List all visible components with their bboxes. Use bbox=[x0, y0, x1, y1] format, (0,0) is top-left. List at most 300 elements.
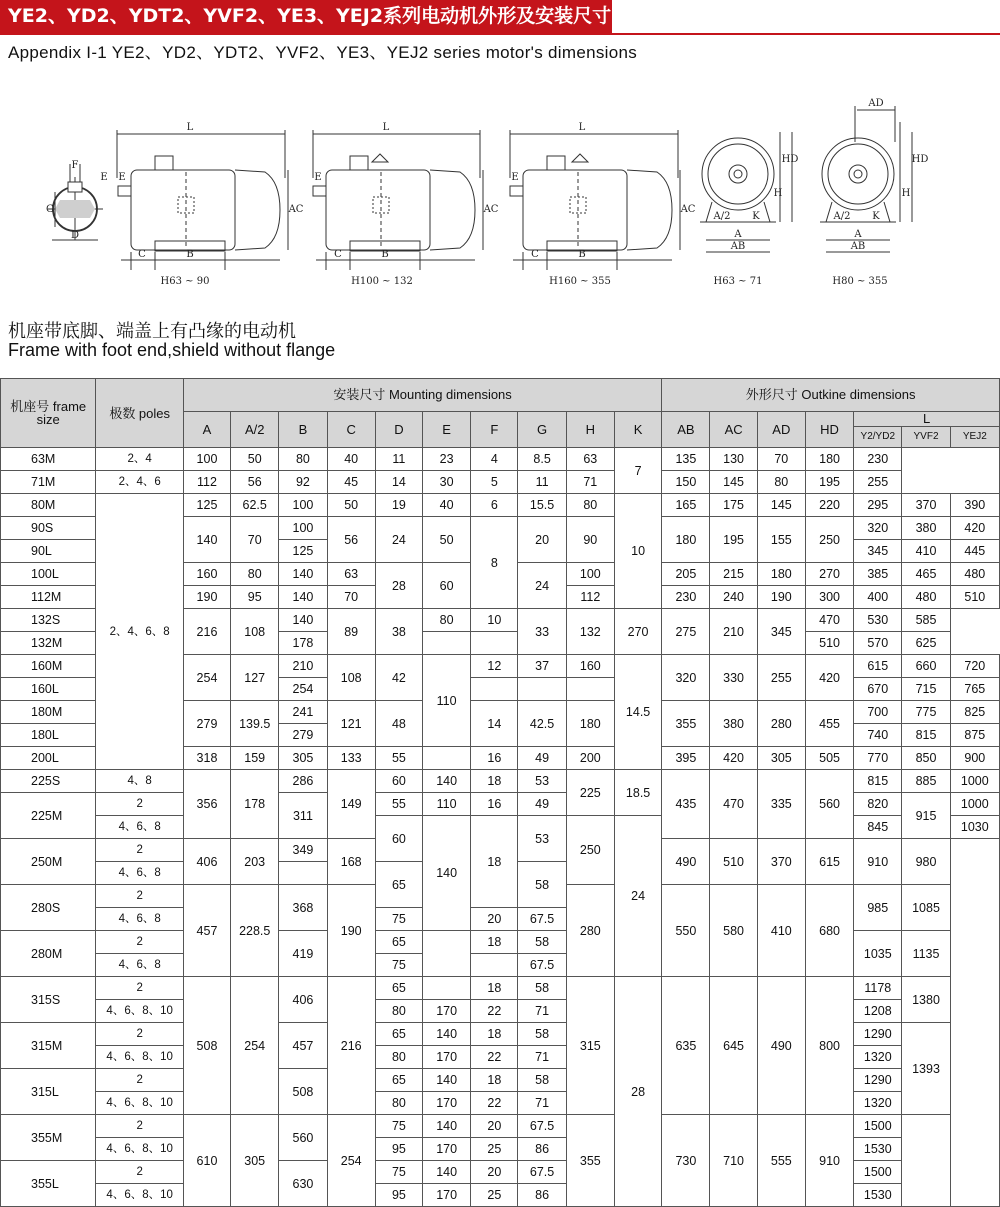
table-cell: 100 bbox=[279, 517, 327, 540]
cell-poles: 2、4、6、8 bbox=[96, 494, 183, 770]
table-cell: 915 bbox=[902, 793, 950, 839]
table-cell: 311 bbox=[279, 793, 327, 839]
side1-label-e: E bbox=[118, 172, 126, 183]
cell-poles: 2 bbox=[96, 839, 183, 862]
table-cell bbox=[471, 954, 518, 977]
table-cell: 42.5 bbox=[518, 701, 566, 747]
table-cell: 420 bbox=[950, 517, 999, 540]
table-cell: 720 bbox=[950, 655, 999, 678]
table-cell: 165 bbox=[662, 494, 710, 517]
table-cell bbox=[471, 678, 518, 701]
table-cell: 190 bbox=[757, 586, 805, 609]
table-cell: 530 bbox=[854, 609, 902, 632]
table-cell: 50 bbox=[231, 448, 279, 471]
table-cell: 850 bbox=[902, 747, 950, 770]
table-cell: 22 bbox=[471, 1046, 518, 1069]
col-a: A bbox=[183, 412, 230, 448]
table-cell: 730 bbox=[662, 1115, 710, 1207]
table-cell: 95 bbox=[231, 586, 279, 609]
table-cell: 305 bbox=[279, 747, 327, 770]
table-cell: 275 bbox=[662, 609, 710, 655]
table-cell: 40 bbox=[327, 448, 375, 471]
table-cell: 1393 bbox=[902, 1023, 950, 1115]
cell-frame-size: 250M bbox=[1, 839, 96, 885]
col-a2: A/2 bbox=[231, 412, 279, 448]
table-cell: 615 bbox=[854, 655, 902, 678]
table-cell: 70 bbox=[231, 517, 279, 563]
table-cell: 305 bbox=[757, 747, 805, 770]
shaft-label-d: D bbox=[70, 230, 80, 241]
table-cell: 615 bbox=[805, 839, 853, 885]
table-cell: 740 bbox=[854, 724, 902, 747]
cell-frame-size: 315L bbox=[1, 1069, 96, 1115]
table-cell: 145 bbox=[710, 471, 757, 494]
cell-poles: 4、6、8 bbox=[96, 908, 183, 931]
cell-poles: 4、6、8、10 bbox=[96, 1092, 183, 1115]
col-b: B bbox=[279, 412, 327, 448]
cell-frame-size: 71M bbox=[1, 471, 96, 494]
table-cell: 406 bbox=[183, 839, 230, 885]
table-cell: 18 bbox=[471, 931, 518, 954]
end1-label-hd: HD bbox=[781, 154, 799, 165]
table-cell bbox=[566, 678, 614, 701]
table-cell: 100 bbox=[279, 494, 327, 517]
cell-poles: 2 bbox=[96, 1023, 183, 1046]
table-cell: 400 bbox=[854, 586, 902, 609]
cell-poles: 4、6、8、10 bbox=[96, 1184, 183, 1207]
table-cell: 349 bbox=[279, 839, 327, 862]
header-mounting: 安装尺寸 Mounting dimensions bbox=[183, 379, 661, 412]
subtitle: Appendix I-1 YE2、YD2、YDT2、YVF2、YE3、YEJ2 series motor's dimensions bbox=[8, 43, 638, 62]
table-cell: 58 bbox=[518, 1023, 566, 1046]
table-cell: 95 bbox=[375, 1138, 422, 1161]
table-cell: 140 bbox=[423, 770, 471, 793]
cell-frame-size: 100L bbox=[1, 563, 96, 586]
table-cell: 180 bbox=[662, 517, 710, 563]
cell-poles: 4、6、8、10 bbox=[96, 1000, 183, 1023]
table-cell: 11 bbox=[518, 471, 566, 494]
table-cell: 40 bbox=[423, 494, 471, 517]
cell-frame-size: 180M bbox=[1, 701, 96, 724]
table-cell: 18 bbox=[471, 1069, 518, 1092]
table-cell: 168 bbox=[327, 839, 375, 885]
cell-frame-size: 315M bbox=[1, 1023, 96, 1069]
table-cell: 280 bbox=[566, 885, 614, 977]
table-cell: 1530 bbox=[854, 1184, 902, 1207]
table-cell: 53 bbox=[518, 770, 566, 793]
table-cell: 320 bbox=[662, 655, 710, 701]
table-cell: 67.5 bbox=[518, 1161, 566, 1184]
table-cell: 345 bbox=[757, 609, 805, 655]
table-cell: 62.5 bbox=[231, 494, 279, 517]
table-cell: 110 bbox=[423, 655, 471, 747]
table-cell: 70 bbox=[327, 586, 375, 609]
table-cell: 140 bbox=[279, 609, 327, 632]
cell-frame-size: 132M bbox=[1, 632, 96, 655]
table-cell: 170 bbox=[423, 1092, 471, 1115]
table-cell: 480 bbox=[902, 586, 950, 609]
side2-label-l: L bbox=[382, 122, 390, 133]
side2-label-ac: AC bbox=[483, 204, 499, 215]
table-cell bbox=[423, 747, 471, 770]
table-cell: 58 bbox=[518, 931, 566, 954]
table-row bbox=[1, 977, 1000, 1000]
table-cell: 1208 bbox=[854, 1000, 902, 1023]
table-cell: 980 bbox=[902, 839, 950, 885]
table-cell bbox=[902, 1115, 950, 1207]
side2-label-c: C bbox=[334, 249, 342, 260]
side2-label-e: E bbox=[314, 172, 322, 183]
table-cell bbox=[471, 632, 518, 655]
table-cell: 24 bbox=[614, 816, 661, 977]
cell-poles: 2 bbox=[96, 931, 183, 954]
cell-poles: 4、6、8 bbox=[96, 816, 183, 839]
cell-poles: 2 bbox=[96, 793, 183, 816]
table-cell: 132 bbox=[566, 609, 614, 655]
table-cell: 190 bbox=[327, 885, 375, 977]
table-cell: 71 bbox=[566, 471, 614, 494]
cell-frame-size: 200L bbox=[1, 747, 96, 770]
cell-frame-size: 225S bbox=[1, 770, 96, 793]
table-cell: 25 bbox=[471, 1138, 518, 1161]
table-cell: 255 bbox=[757, 655, 805, 701]
table-cell: 470 bbox=[710, 770, 757, 839]
table-cell: 510 bbox=[805, 632, 853, 655]
col-l-yvf2: YVF2 bbox=[902, 427, 950, 448]
table-cell: 315 bbox=[566, 977, 614, 1115]
cell-poles: 4、6、8 bbox=[96, 954, 183, 977]
table-cell: 305 bbox=[231, 1115, 279, 1207]
table-cell: 140 bbox=[423, 1023, 471, 1046]
table-cell: 368 bbox=[279, 885, 327, 931]
table-cell: 80 bbox=[375, 1046, 422, 1069]
table-cell: 1530 bbox=[854, 1138, 902, 1161]
table-cell: 280 bbox=[757, 701, 805, 747]
table-cell: 550 bbox=[662, 885, 710, 977]
table-cell: 800 bbox=[805, 977, 853, 1115]
cell-frame-size: 90L bbox=[1, 540, 96, 563]
table-cell: 270 bbox=[614, 609, 661, 655]
cell-frame-size: 160M bbox=[1, 655, 96, 678]
table-cell: 37 bbox=[518, 655, 566, 678]
table-cell: 765 bbox=[950, 678, 999, 701]
table-cell: 457 bbox=[183, 885, 230, 977]
header-frame-size: 机座号 frame size bbox=[1, 379, 96, 448]
table-cell: 1030 bbox=[950, 816, 999, 839]
cell-frame-size: 90S bbox=[1, 517, 96, 540]
table-cell: 160 bbox=[566, 655, 614, 678]
table-cell: 50 bbox=[423, 517, 471, 563]
table-cell: 230 bbox=[662, 586, 710, 609]
table-cell: 125 bbox=[183, 494, 230, 517]
cell-poles: 4、8 bbox=[96, 770, 183, 793]
side3-label-ac: AC bbox=[680, 204, 696, 215]
title-banner: YE2、YD2、YDT2、YVF2、YE3、YEJ2系列电动机外形及安装尺寸 bbox=[0, 0, 612, 33]
header-poles: 极数 poles bbox=[96, 379, 183, 448]
end2-label-ab: AB bbox=[850, 241, 866, 252]
table-cell: 7 bbox=[614, 448, 661, 494]
table-cell: 95 bbox=[375, 1184, 422, 1207]
table-cell: 10 bbox=[471, 609, 518, 632]
table-cell: 770 bbox=[854, 747, 902, 770]
table-cell: 254 bbox=[231, 977, 279, 1115]
cell-poles: 4、6、8、10 bbox=[96, 1046, 183, 1069]
table-cell: 18 bbox=[471, 816, 518, 908]
table-cell: 825 bbox=[950, 701, 999, 724]
table-cell: 910 bbox=[854, 839, 902, 885]
table-cell: 22 bbox=[471, 1000, 518, 1023]
table-cell: 71 bbox=[518, 1092, 566, 1115]
table-cell: 216 bbox=[183, 609, 230, 655]
end2-label-h: H bbox=[901, 188, 911, 199]
side1-label-ac: AC bbox=[288, 204, 304, 215]
side1-label-c: C bbox=[138, 249, 146, 260]
table-cell: 645 bbox=[710, 977, 757, 1115]
table-cell: 230 bbox=[854, 448, 902, 471]
table-cell: 670 bbox=[854, 678, 902, 701]
table-cell: 20 bbox=[471, 1161, 518, 1184]
table-cell: 1320 bbox=[854, 1046, 902, 1069]
table-cell: 180 bbox=[566, 701, 614, 747]
cell-poles: 2、4 bbox=[96, 448, 183, 471]
col-l: L bbox=[854, 412, 1000, 427]
table-cell: 390 bbox=[950, 494, 999, 517]
table-cell: 250 bbox=[805, 517, 853, 563]
table-cell: 170 bbox=[423, 1046, 471, 1069]
table-cell: 12 bbox=[471, 655, 518, 678]
cell-frame-size: 132S bbox=[1, 609, 96, 632]
section-title-cn: 机座带底脚、端盖上有凸缘的电动机 bbox=[8, 321, 296, 342]
table-cell: 410 bbox=[902, 540, 950, 563]
table-cell: 225 bbox=[566, 770, 614, 816]
table-cell: 63 bbox=[566, 448, 614, 471]
table-cell: 355 bbox=[566, 1115, 614, 1207]
table-cell: 53 bbox=[518, 816, 566, 862]
cell-poles: 2 bbox=[96, 1161, 183, 1184]
table-cell: 140 bbox=[423, 1161, 471, 1184]
col-l-yej2: YEJ2 bbox=[950, 427, 999, 448]
cell-frame-size: 180L bbox=[1, 724, 96, 747]
table-cell: 80 bbox=[375, 1000, 422, 1023]
end1-label-a: A bbox=[734, 229, 742, 240]
table-cell: 42 bbox=[375, 655, 422, 701]
dimensions-table bbox=[0, 378, 1000, 1207]
side3-label-e: E bbox=[511, 172, 519, 183]
table-cell: 45 bbox=[327, 471, 375, 494]
table-cell: 140 bbox=[423, 816, 471, 931]
table-cell: 370 bbox=[902, 494, 950, 517]
col-f: F bbox=[471, 412, 518, 448]
table-cell: 155 bbox=[757, 517, 805, 563]
shaft-label-e: E bbox=[100, 172, 108, 183]
table-cell: 320 bbox=[854, 517, 902, 540]
table-cell: 1380 bbox=[902, 977, 950, 1023]
table-cell: 8.5 bbox=[518, 448, 566, 471]
table-cell: 127 bbox=[231, 655, 279, 701]
table-cell bbox=[423, 632, 471, 655]
cell-poles: 4、6、8 bbox=[96, 862, 183, 885]
table-cell: 6 bbox=[471, 494, 518, 517]
table-cell bbox=[902, 448, 1000, 494]
table-cell: 14 bbox=[471, 701, 518, 747]
table-cell: 900 bbox=[950, 747, 999, 770]
table-cell: 89 bbox=[327, 609, 375, 655]
table-cell: 75 bbox=[375, 1115, 422, 1138]
table-row bbox=[1, 448, 1000, 471]
table-cell: 75 bbox=[375, 1161, 422, 1184]
table-cell: 1290 bbox=[854, 1069, 902, 1092]
table-cell: 1500 bbox=[854, 1115, 902, 1138]
table-row bbox=[1, 494, 1000, 517]
cell-poles: 2 bbox=[96, 1115, 183, 1138]
table-cell bbox=[279, 862, 327, 885]
table-cell bbox=[423, 931, 471, 977]
table-cell: 585 bbox=[902, 609, 950, 632]
table-cell: 133 bbox=[327, 747, 375, 770]
table-cell: 555 bbox=[757, 1115, 805, 1207]
table-cell: 345 bbox=[854, 540, 902, 563]
table-cell: 170 bbox=[423, 1138, 471, 1161]
table-cell: 279 bbox=[183, 701, 230, 747]
table-cell: 510 bbox=[950, 586, 999, 609]
table-cell: 20 bbox=[471, 908, 518, 931]
table-cell: 195 bbox=[710, 517, 757, 563]
shaft-label-g: G bbox=[46, 204, 54, 215]
table-cell: 80 bbox=[279, 448, 327, 471]
table-cell: 1178 bbox=[854, 977, 902, 1000]
table-cell: 58 bbox=[518, 1069, 566, 1092]
col-ac: AC bbox=[710, 412, 757, 448]
cell-poles: 2、4、6 bbox=[96, 471, 183, 494]
table-cell: 1085 bbox=[902, 885, 950, 931]
cell-frame-size: 112M bbox=[1, 586, 96, 609]
table-cell: 25 bbox=[471, 1184, 518, 1207]
section-title-en: Frame with foot end,shield without flange bbox=[8, 340, 336, 360]
table-cell: 190 bbox=[183, 586, 230, 609]
table-cell: 560 bbox=[279, 1115, 327, 1161]
table-cell: 90 bbox=[566, 517, 614, 563]
col-ad: AD bbox=[757, 412, 805, 448]
table-cell: 295 bbox=[854, 494, 902, 517]
col-h: H bbox=[566, 412, 614, 448]
table-cell: 14.5 bbox=[614, 655, 661, 770]
table-cell: 625 bbox=[902, 632, 950, 655]
table-cell: 18 bbox=[471, 770, 518, 793]
table-cell: 370 bbox=[757, 839, 805, 885]
table-cell: 67.5 bbox=[518, 1115, 566, 1138]
table-cell: 16 bbox=[471, 793, 518, 816]
table-cell: 60 bbox=[375, 770, 422, 793]
table-cell: 80 bbox=[375, 1092, 422, 1115]
table-cell: 67.5 bbox=[518, 954, 566, 977]
table-cell: 112 bbox=[183, 471, 230, 494]
shaft-section bbox=[48, 164, 103, 240]
end-view-2 bbox=[820, 106, 912, 252]
table-cell: 180 bbox=[757, 563, 805, 586]
table-cell: 71 bbox=[518, 1046, 566, 1069]
end1-label-h: H bbox=[773, 188, 783, 199]
table-cell: 180 bbox=[805, 448, 853, 471]
table-cell: 48 bbox=[375, 701, 422, 747]
table-cell: 875 bbox=[950, 724, 999, 747]
table-cell: 149 bbox=[327, 770, 375, 839]
table-cell: 50 bbox=[327, 494, 375, 517]
table-cell: 18.5 bbox=[614, 770, 661, 816]
table-cell: 490 bbox=[662, 839, 710, 885]
cell-frame-size: 80M bbox=[1, 494, 96, 517]
table-cell: 75 bbox=[375, 954, 422, 977]
table-cell: 286 bbox=[279, 770, 327, 793]
table-cell: 58 bbox=[518, 977, 566, 1000]
table-cell: 255 bbox=[854, 471, 902, 494]
cell-poles: 4、6、8、10 bbox=[96, 1138, 183, 1161]
table-cell: 65 bbox=[375, 862, 422, 908]
col-e: E bbox=[423, 412, 471, 448]
table-cell: 356 bbox=[183, 770, 230, 839]
table-cell: 680 bbox=[805, 885, 853, 977]
table-cell: 420 bbox=[805, 655, 853, 701]
table-cell: 175 bbox=[710, 494, 757, 517]
table-cell: 254 bbox=[327, 1115, 375, 1207]
cell-poles: 2 bbox=[96, 977, 183, 1000]
table-cell: 457 bbox=[279, 1023, 327, 1069]
side3-label-b: B bbox=[578, 249, 586, 260]
table-cell: 1500 bbox=[854, 1161, 902, 1184]
table-cell: 419 bbox=[279, 931, 327, 977]
end1-label-a2: A/2 bbox=[713, 211, 731, 222]
table-cell: 216 bbox=[327, 977, 375, 1115]
table-cell: 86 bbox=[518, 1138, 566, 1161]
col-d: D bbox=[375, 412, 422, 448]
table-cell: 445 bbox=[950, 540, 999, 563]
table-cell: 14 bbox=[375, 471, 422, 494]
table-cell: 985 bbox=[854, 885, 902, 931]
table-cell: 815 bbox=[902, 724, 950, 747]
table-cell: 150 bbox=[662, 471, 710, 494]
table-cell: 560 bbox=[805, 770, 853, 839]
shaft-label-f: F bbox=[71, 160, 79, 171]
table-cell: 220 bbox=[805, 494, 853, 517]
table-cell: 160 bbox=[183, 563, 230, 586]
table-cell: 100 bbox=[183, 448, 230, 471]
side1-label-b: B bbox=[186, 249, 194, 260]
cell-frame-size: 160L bbox=[1, 678, 96, 701]
table-cell: 241 bbox=[279, 701, 327, 724]
table-cell: 455 bbox=[805, 701, 853, 747]
cell-poles: 2 bbox=[96, 885, 183, 908]
table-cell: 28 bbox=[614, 977, 661, 1207]
table-cell: 86 bbox=[518, 1184, 566, 1207]
table-cell: 75 bbox=[375, 908, 422, 931]
table-cell: 1135 bbox=[902, 931, 950, 977]
table-cell: 178 bbox=[231, 770, 279, 839]
table-cell: 885 bbox=[902, 770, 950, 793]
table-cell: 210 bbox=[279, 655, 327, 678]
table-row bbox=[1, 1115, 1000, 1138]
table-cell: 18 bbox=[471, 977, 518, 1000]
table-cell: 820 bbox=[854, 793, 902, 816]
table-cell: 24 bbox=[518, 563, 566, 609]
table-cell: 210 bbox=[710, 609, 757, 655]
table-cell: 410 bbox=[757, 885, 805, 977]
table-cell: 845 bbox=[854, 816, 902, 839]
table-cell: 140 bbox=[279, 563, 327, 586]
end1-label-ab: AB bbox=[730, 241, 746, 252]
table-cell: 135 bbox=[662, 448, 710, 471]
table-cell: 254 bbox=[279, 678, 327, 701]
table-cell: 505 bbox=[805, 747, 853, 770]
table-cell: 140 bbox=[423, 1115, 471, 1138]
